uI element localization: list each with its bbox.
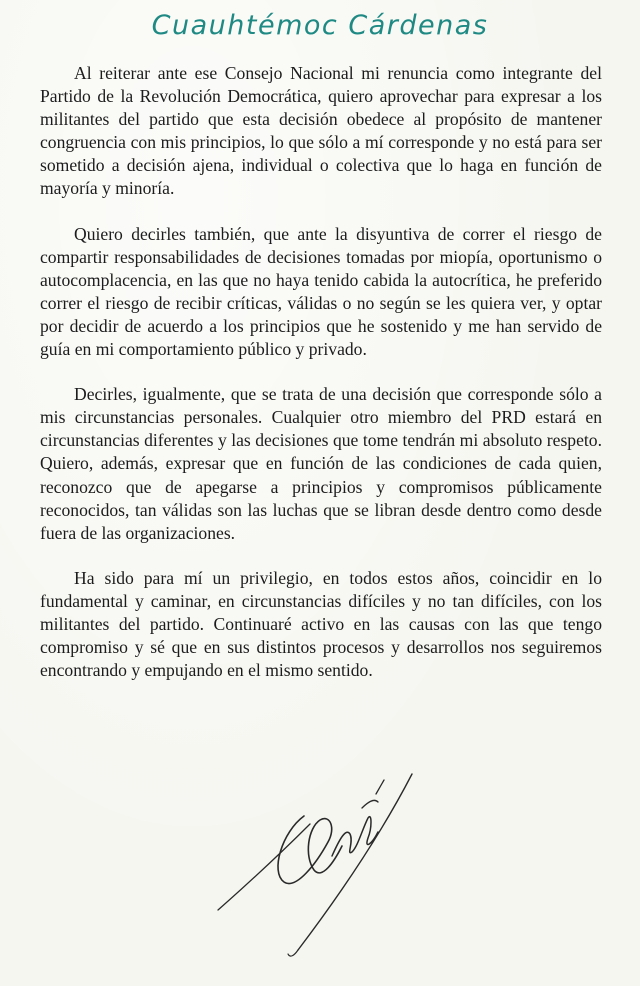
signature-stroke <box>362 800 378 808</box>
signature-stroke <box>332 817 378 856</box>
signature-stroke <box>218 824 310 910</box>
signature-stroke <box>376 780 384 794</box>
signature-stroke <box>288 950 298 956</box>
paragraph-3: Decirles, igualmente, que se trata de una decisión que corresponde sólo a mis circunstancias personales. Cualquier otro miembro del PRD estará en circunstancias diferentes y las decisiones que tome tendrán mi absoluto respeto. Quiero, además, expresar que en función de las condiciones de cada quien, reconozco que de apegarse a principios y compromisos públicamente reconocidos, tan válidas son las luchas que se libran desde dentro como desde fuera de las organizaciones. <box>40 384 602 543</box>
letter-body <box>40 62 602 704</box>
handwritten-signature <box>212 772 432 962</box>
paragraph-2: Quiero decirles también, que ante la disyuntiva de correr el riesgo de compartir responsabilidades de decisiones tomadas por miopía, oportunismo o autocomplacencia, en las que no haya tenido cabida la autocrítica, he preferido correr el riesgo de recibir críticas, válidas o no según se les quiera ver, y optar por decidir de acuerdo a los principios que he sostenido y me han servido de guía en mi comportamiento público y privado. <box>40 223 602 360</box>
letterhead-name: Cuauhtémoc Cárdenas <box>151 10 489 41</box>
signature-stroke <box>278 816 342 883</box>
paragraph-1: Al reiterar ante ese Consejo Nacional mi renuncia como integrante del Partido de la Revolución Democrática, quiero aprovechar para expresar a los militantes del partido que esta decisión obedece al propósito de mantener congruencia con mis principios, lo que sólo a mí corresponde y no está para ser sometido a decisión ajena, individual o colectiva que lo haga en función de mayoría y minoría. <box>40 63 602 199</box>
paragraph-4: Ha sido para mí un privilegio, en todos estos años, coincidir en lo fundamental y caminar, en circunstancias difíciles y no tan difíciles, con los militantes del partido. Continuaré activo en las causas con las que tengo compromiso y sé que en sus distintos procesos y desarrollos nos seguiremos encontrando y empujando en el mismo sentido. <box>40 567 602 681</box>
